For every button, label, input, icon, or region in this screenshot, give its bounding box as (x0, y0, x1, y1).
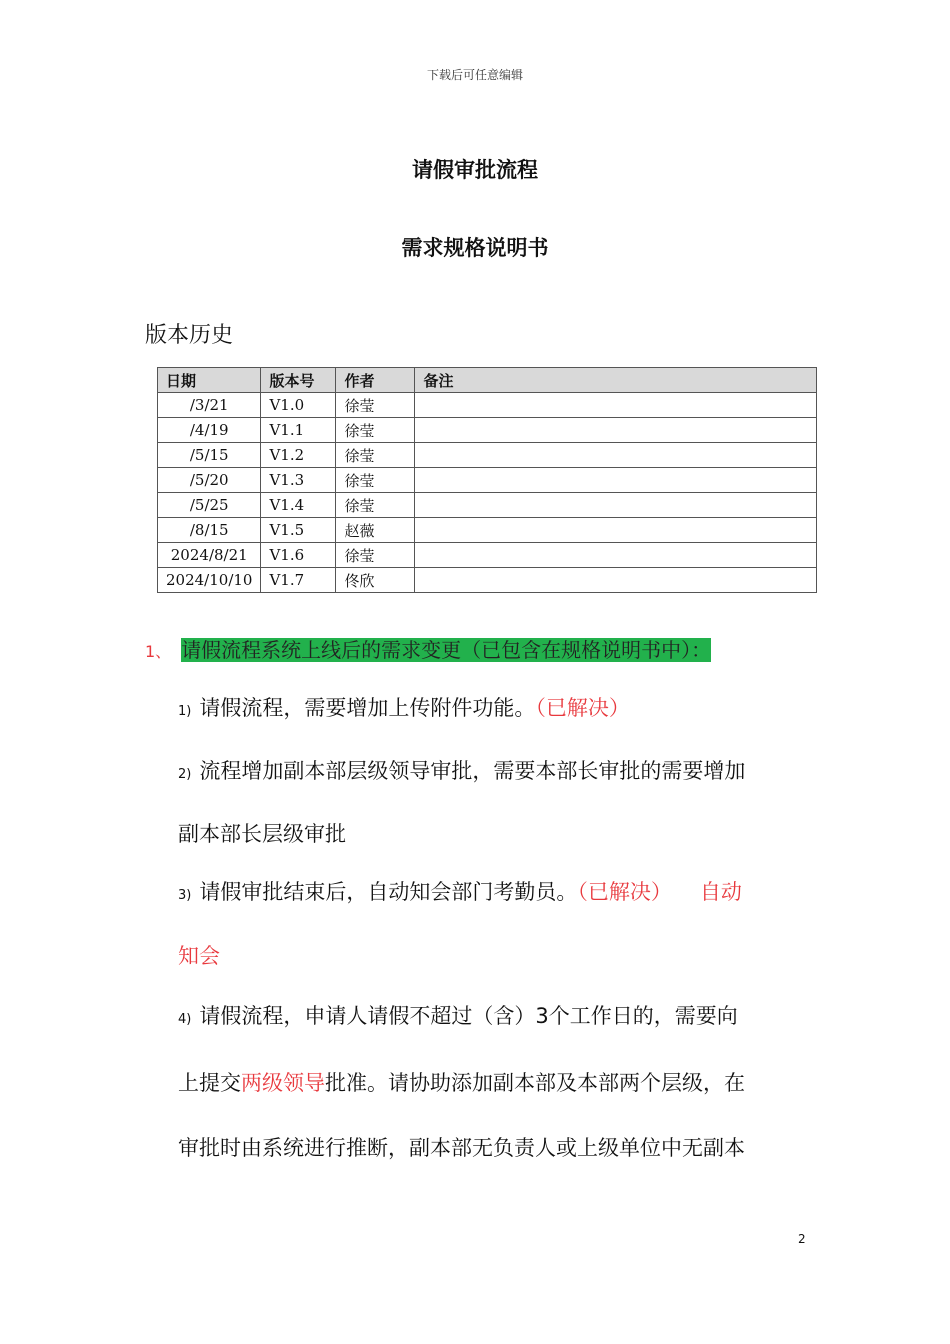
cell-version: V1.5 (261, 518, 336, 543)
section-1-highlighted-text: 请假流程系统上线后的需求变更（已包含在规格说明书中）： (181, 638, 712, 662)
list-item-3-continuation: 知会 (178, 944, 220, 968)
table-header-row (158, 368, 817, 393)
page-number: 2 (798, 1232, 806, 1246)
cell-note (415, 418, 817, 443)
cell-date: 2024/10/10 (158, 568, 261, 593)
document-title: 请假审批流程 (412, 158, 538, 182)
cell-date: 2024/8/21 (158, 543, 261, 568)
cell-date: /8/15 (158, 518, 261, 543)
column-header-version: 版本号 (261, 368, 336, 393)
list-item-3 (178, 876, 742, 906)
cell-date: /3/21 (158, 393, 261, 418)
cell-date: /5/15 (158, 443, 261, 468)
section-1-number: 1、 (145, 642, 172, 661)
table-row (158, 418, 817, 443)
cell-note (415, 493, 817, 518)
list-item-2 (178, 755, 745, 785)
cell-version: V1.0 (261, 393, 336, 418)
cell-date: /5/20 (158, 468, 261, 493)
list-item-number: 2) (178, 767, 192, 782)
resolved-note: （已解决） (577, 880, 672, 904)
auto-notify-note: 自动 (699, 880, 742, 904)
cell-author: 徐莹 (336, 468, 415, 493)
cell-version: V1.3 (261, 468, 336, 493)
cell-note (415, 518, 817, 543)
list-item-text: 流程增加副本部层级领导审批，需要本部长审批的需要增加 (199, 759, 746, 783)
cell-note (415, 543, 817, 568)
list-item-4-line-2 (178, 1067, 745, 1097)
table-row (158, 468, 817, 493)
list-item-text: 请假审批结束后，自动知会部门考勤员。 (199, 880, 578, 904)
table-row (158, 393, 817, 418)
list-item-4-line-3: 审批时由系统进行推断，副本部无负责人或上级单位中无副本 (178, 1136, 745, 1160)
cell-note (415, 443, 817, 468)
cell-author: 赵薇 (336, 518, 415, 543)
table-row (158, 518, 817, 543)
list-item-text: 请假流程，需要增加上传附件功能。 (199, 696, 536, 720)
text-segment: 上提交 (178, 1071, 241, 1095)
list-item-1 (178, 692, 630, 722)
cell-note (415, 568, 817, 593)
cell-version: V1.1 (261, 418, 336, 443)
column-header-date: 日期 (158, 368, 261, 393)
list-item-2-continuation: 副本部长层级审批 (178, 822, 346, 846)
cell-version: V1.7 (261, 568, 336, 593)
cell-author: 佟欣 (336, 568, 415, 593)
version-history-heading: 版本历史 (145, 323, 234, 348)
page-header: 下载后可任意编辑 (426, 68, 523, 82)
cell-note (415, 468, 817, 493)
cell-version: V1.2 (261, 443, 336, 468)
document-subtitle: 需求规格说明书 (401, 236, 549, 260)
list-item-number: 4) (178, 1012, 192, 1027)
table-row (158, 493, 817, 518)
resolved-note: （已解决） (535, 696, 630, 720)
section-1-heading (145, 634, 711, 663)
cell-note (415, 393, 817, 418)
cell-author: 徐莹 (336, 543, 415, 568)
table-row (158, 568, 817, 593)
text-segment: 批准。请协助添加副本部及本部两个层级，在 (325, 1071, 745, 1095)
cell-date: /4/19 (158, 418, 261, 443)
list-item-number: 1) (178, 704, 192, 719)
version-history-table (157, 367, 817, 593)
two-level-leaders-highlight: 两级领导 (241, 1071, 325, 1095)
list-item-4 (178, 1000, 738, 1030)
cell-author: 徐莹 (336, 493, 415, 518)
table-row (158, 443, 817, 468)
cell-author: 徐莹 (336, 393, 415, 418)
table-row (158, 543, 817, 568)
list-item-number: 3) (178, 888, 192, 903)
cell-author: 徐莹 (336, 418, 415, 443)
cell-date: /5/25 (158, 493, 261, 518)
cell-version: V1.4 (261, 493, 336, 518)
column-header-note: 备注 (415, 368, 817, 393)
cell-version: V1.6 (261, 543, 336, 568)
column-header-author: 作者 (336, 368, 415, 393)
list-item-text: 请假流程，申请人请假不超过（含）3个工作日的，需要向 (199, 1004, 738, 1028)
cell-author: 徐莹 (336, 443, 415, 468)
